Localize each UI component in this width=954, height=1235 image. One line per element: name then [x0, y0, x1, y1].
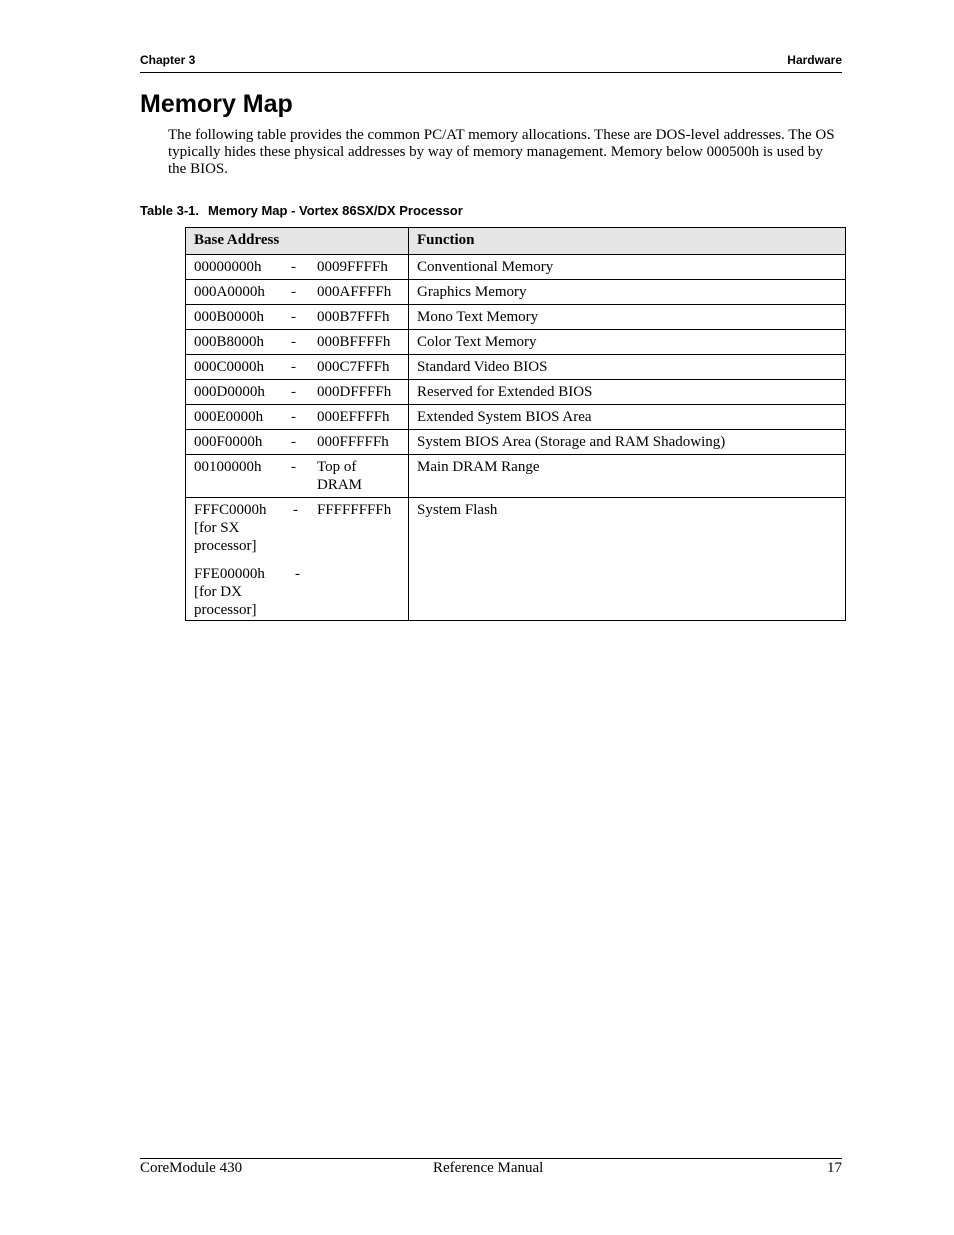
address-start: 000B8000h [194, 334, 265, 350]
table-row [186, 305, 846, 330]
address-separator: - [291, 409, 296, 425]
function-cell: System Flash [409, 498, 846, 621]
header-section: Hardware [787, 53, 842, 67]
address-end: 000AFFFFh [317, 284, 392, 300]
page-title: Memory Map [140, 90, 293, 118]
address-cell [186, 355, 409, 380]
header-function: Function [409, 228, 846, 255]
table-row [186, 280, 846, 305]
table-caption-text: Memory Map - Vortex 86SX/DX Processor [208, 203, 463, 218]
table-caption-number: Table 3-1. [140, 203, 200, 218]
address-end: 0009FFFFh [317, 259, 388, 275]
header-chapter: Chapter 3 [140, 53, 196, 67]
page-number: 17 [827, 1160, 842, 1176]
table-caption [140, 203, 463, 218]
address-start: 000D0000h [194, 384, 265, 400]
table-header-row [186, 228, 846, 255]
function-cell: Main DRAM Range [409, 455, 846, 498]
function-cell: Graphics Memory [409, 280, 846, 305]
address-cell [186, 330, 409, 355]
page-footer [140, 1158, 842, 1181]
table-row-dram [186, 455, 846, 498]
address-cell [186, 305, 409, 330]
address-separator: - [291, 334, 296, 350]
footer-manual: Reference Manual [433, 1160, 544, 1176]
address-separator: - [291, 384, 296, 400]
address-cell [186, 405, 409, 430]
dx-address-start: FFE00000h [for DX processor] [194, 566, 265, 618]
header-base-address: Base Address [186, 228, 409, 255]
address-end: 000C7FFFh [317, 359, 390, 375]
address-end [317, 458, 399, 494]
address-separator: - [291, 284, 296, 300]
sx-address-start: FFFC0000h [for SX processor] [194, 502, 267, 554]
address-separator: - [291, 459, 296, 475]
function-cell: Extended System BIOS Area [409, 405, 846, 430]
footer-product: CoreModule 430 [140, 1160, 243, 1176]
address-cell [186, 498, 409, 621]
address-separator: - [291, 434, 296, 450]
address-cell [186, 455, 409, 498]
function-cell: Reserved for Extended BIOS [409, 380, 846, 405]
address-start: 000E0000h [194, 409, 264, 425]
address-end: 000B7FFFh [317, 309, 390, 325]
table-row [186, 355, 846, 380]
address-separator: - [293, 502, 298, 518]
address-cell [186, 430, 409, 455]
function-cell: Conventional Memory [409, 255, 846, 280]
function-cell: Standard Video BIOS [409, 355, 846, 380]
function-cell: Mono Text Memory [409, 305, 846, 330]
memory-map-table [185, 227, 846, 621]
address-end: 000EFFFFh [317, 409, 390, 425]
intro-paragraph: The following table provides the common PC/AT memory allocations. These are DOS-level addresses. The OS typically hides these physical addresses by way of memory management. Memory below 000500h is used by the BIOS. [168, 127, 835, 177]
address-end-line1: Top of [317, 459, 357, 475]
function-cell: System BIOS Area (Storage and RAM Shadowing) [409, 430, 846, 455]
address-cell [186, 255, 409, 280]
address-start: 000C0000h [194, 359, 265, 375]
table-row [186, 430, 846, 455]
address-cell [186, 280, 409, 305]
address-start: 00000000h [194, 259, 262, 275]
table-row [186, 405, 846, 430]
page-header [140, 52, 842, 73]
address-end-line2: DRAM [317, 477, 363, 493]
address-separator: - [291, 259, 296, 275]
address-separator: - [295, 566, 300, 582]
address-end: 000FFFFFh [317, 434, 389, 450]
address-start: 000F0000h [194, 434, 263, 450]
address-start: 000B0000h [194, 309, 265, 325]
address-end: 000BFFFFh [317, 334, 391, 350]
address-end: FFFFFFFFh [317, 502, 392, 518]
function-cell: Color Text Memory [409, 330, 846, 355]
address-end: 000DFFFFh [317, 384, 392, 400]
table-row [186, 330, 846, 355]
address-separator: - [291, 359, 296, 375]
table-row-flash [186, 498, 846, 621]
address-start: 000A0000h [194, 284, 265, 300]
address-cell [186, 380, 409, 405]
address-start: 00100000h [194, 459, 262, 475]
table-row [186, 255, 846, 280]
table-row [186, 380, 846, 405]
address-separator: - [291, 309, 296, 325]
